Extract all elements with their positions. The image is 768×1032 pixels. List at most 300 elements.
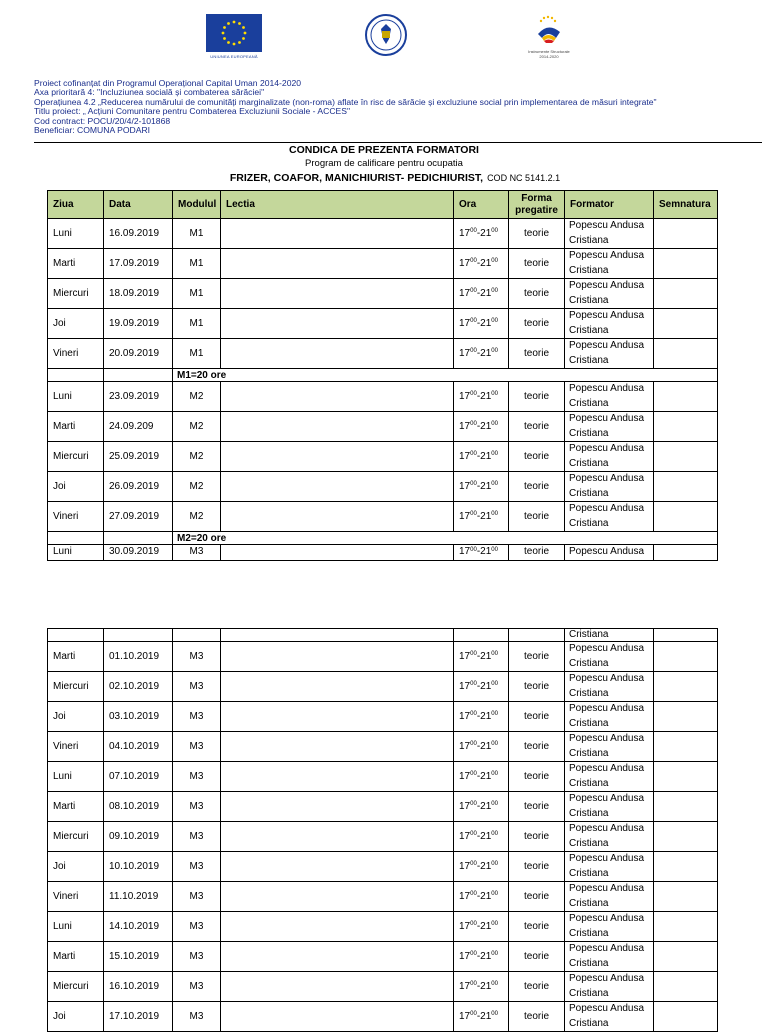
hour-separator: - [476, 288, 481, 299]
hour-separator: - [476, 801, 481, 812]
cell-trainer [565, 219, 654, 249]
cell-date: 24.09.209 [104, 412, 173, 442]
cell-day: Marti [48, 642, 104, 672]
cell-module: M3 [173, 545, 221, 561]
hour-start: 17 [459, 288, 471, 299]
cell-form: teorie [509, 852, 565, 882]
hour-separator: - [476, 391, 481, 402]
hour-end: 21 [480, 651, 492, 662]
table-row [48, 792, 718, 822]
cell-trainer [565, 1002, 654, 1032]
cell-date [104, 532, 173, 545]
trainer-name-line1: Popescu Andusa [569, 1003, 645, 1014]
hour-start: 17 [459, 511, 471, 522]
cell-date: 03.10.2019 [104, 702, 173, 732]
cell-date: 16.10.2019 [104, 972, 173, 1002]
structural-instruments-caption: Instrumente Structurale [528, 49, 570, 54]
cell-date: 04.10.2019 [104, 732, 173, 762]
cell-trainer [565, 792, 654, 822]
cell-hours [454, 642, 509, 672]
cell-module: M2 [173, 442, 221, 472]
cell-lesson [221, 642, 454, 672]
cell-module: M1 [173, 339, 221, 369]
cell-module: M2 [173, 412, 221, 442]
cell-day: Vineri [48, 502, 104, 532]
cell-signature [654, 1002, 718, 1032]
cell-day: Joi [48, 1002, 104, 1032]
cell-trainer [565, 442, 654, 472]
occupation-title [0, 172, 768, 184]
cell-date: 09.10.2019 [104, 822, 173, 852]
cell-signature [654, 219, 718, 249]
hour-start-minutes: 00 [470, 547, 477, 554]
table-row [48, 672, 718, 702]
hour-start-minutes: 00 [470, 511, 477, 517]
cell-signature [654, 339, 718, 369]
hour-end: 21 [480, 421, 492, 432]
hour-end-minutes: 00 [491, 421, 498, 427]
hour-start-minutes: 00 [470, 228, 477, 234]
hour-end: 21 [480, 288, 492, 299]
hour-end: 21 [480, 891, 492, 902]
trainer-name-line1: Popescu Andusa [569, 503, 645, 514]
hour-end: 21 [480, 481, 492, 492]
cell-signature [654, 942, 718, 972]
cell-date: 11.10.2019 [104, 882, 173, 912]
cell-hours [454, 502, 509, 532]
cell-trainer [565, 249, 654, 279]
trainer-name-line1: Popescu Andusa [569, 673, 645, 684]
structural-instruments-years: 2014-2020 [539, 54, 559, 59]
cell-day [48, 532, 104, 545]
occupation-code: COD NC 5141.2.1 [487, 173, 561, 183]
hour-separator: - [476, 891, 481, 902]
hour-end-minutes: 00 [491, 681, 498, 687]
hour-separator: - [476, 951, 481, 962]
cell-hours [454, 822, 509, 852]
cell-module: M3 [173, 672, 221, 702]
hour-separator: - [476, 451, 481, 462]
trainer-name-line2: Cristiana [569, 717, 609, 729]
cell-hours [454, 702, 509, 732]
cell-trainer [565, 279, 654, 309]
cell-form: teorie [509, 822, 565, 852]
cell-module: M3 [173, 792, 221, 822]
cell-date: 02.10.2019 [104, 672, 173, 702]
hour-start-minutes: 00 [470, 711, 477, 717]
cell-lesson [221, 942, 454, 972]
hour-start-minutes: 00 [470, 981, 477, 987]
hour-end-minutes: 00 [491, 651, 498, 657]
cell-form: teorie [509, 382, 565, 412]
trainer-name-line2: Cristiana [569, 264, 609, 276]
hour-start: 17 [459, 546, 471, 558]
structural-instruments-icon [524, 14, 574, 44]
hour-start-minutes: 00 [470, 831, 477, 837]
module-summary: M1=20 ore [173, 369, 718, 382]
cell-hours [454, 762, 509, 792]
cell-trainer [565, 732, 654, 762]
cell-module: M3 [173, 912, 221, 942]
trainer-name-line2: Cristiana [569, 354, 609, 366]
cell-signature [654, 852, 718, 882]
cell-trainer [565, 972, 654, 1002]
cell-day: Marti [48, 792, 104, 822]
cell-date [104, 369, 173, 382]
cell-hours [454, 472, 509, 502]
cell-module: M1 [173, 219, 221, 249]
hour-end: 21 [480, 391, 492, 402]
cell-hours [454, 672, 509, 702]
trainer-name-line2: Cristiana [569, 867, 609, 879]
hour-start-minutes: 00 [470, 651, 477, 657]
cell-form: teorie [509, 882, 565, 912]
trainer-name-line2: Cristiana [569, 324, 609, 336]
hour-end: 21 [480, 771, 492, 782]
cell-lesson [221, 279, 454, 309]
hour-start: 17 [459, 951, 471, 962]
cell-day: Luni [48, 219, 104, 249]
cell-form: teorie [509, 642, 565, 672]
cell-hours [454, 382, 509, 412]
table-row-continuation [48, 629, 718, 642]
cell-form: teorie [509, 762, 565, 792]
cell-day: Miercuri [48, 442, 104, 472]
cell-hours [454, 219, 509, 249]
table-row [48, 412, 718, 442]
table-row [48, 472, 718, 502]
cell-lesson [221, 219, 454, 249]
trainer-name-line1: Popescu Andusa [569, 443, 645, 454]
hour-end: 21 [480, 511, 492, 522]
cell-day [48, 369, 104, 382]
hour-start-minutes: 00 [470, 391, 477, 397]
cell-signature [654, 672, 718, 702]
cell-date: 30.09.2019 [104, 545, 173, 561]
cell-form: teorie [509, 279, 565, 309]
table-row [48, 502, 718, 532]
trainer-name-line1: Popescu Andusa [569, 943, 645, 954]
hour-end-minutes: 00 [491, 547, 498, 554]
hour-end-minutes: 00 [491, 228, 498, 234]
table-row [48, 762, 718, 792]
table-row [48, 702, 718, 732]
cell-date: 10.10.2019 [104, 852, 173, 882]
document-title: CONDICA DE PREZENTA FORMATORI [289, 144, 479, 156]
hour-end-minutes: 00 [491, 711, 498, 717]
hour-separator: - [476, 921, 481, 932]
table-row [48, 732, 718, 762]
cell-module: M3 [173, 882, 221, 912]
cell-trainer [565, 942, 654, 972]
cell-date: 07.10.2019 [104, 762, 173, 792]
hour-end-minutes: 00 [491, 861, 498, 867]
header-line: Axa prioritară 4: "Incluziunea socială și combaterea sărăciei" [34, 87, 265, 98]
cell-trainer: Cristiana [565, 629, 654, 642]
hour-separator: - [476, 511, 481, 522]
table-row [48, 442, 718, 472]
cell-trainer [565, 882, 654, 912]
cell-module: M3 [173, 642, 221, 672]
trainer-name-line1: Popescu Andusa [569, 823, 645, 834]
hour-start-minutes: 00 [470, 771, 477, 777]
cell-signature [654, 545, 718, 561]
cell-module: M3 [173, 762, 221, 792]
cell-lesson [221, 339, 454, 369]
hour-start: 17 [459, 651, 471, 662]
module-summary: M2=20 ore [173, 532, 718, 545]
cell-hours [454, 629, 509, 642]
hour-start: 17 [459, 348, 471, 359]
col-header-day: Ziua [48, 191, 104, 219]
hour-start-minutes: 00 [470, 951, 477, 957]
cell-signature [654, 762, 718, 792]
cell-module: M1 [173, 249, 221, 279]
cell-module: M2 [173, 382, 221, 412]
cell-lesson [221, 912, 454, 942]
hour-end-minutes: 00 [491, 511, 498, 517]
header-divider [34, 142, 762, 143]
hour-end: 21 [480, 318, 492, 329]
hour-end: 21 [480, 921, 492, 932]
cell-module: M3 [173, 732, 221, 762]
hour-start: 17 [459, 1011, 471, 1022]
cell-signature [654, 472, 718, 502]
cell-lesson [221, 672, 454, 702]
cell-lesson [221, 249, 454, 279]
trainer-name-line2: Cristiana [569, 294, 609, 306]
hour-end-minutes: 00 [491, 258, 498, 264]
table-row [48, 822, 718, 852]
hour-start-minutes: 00 [470, 451, 477, 457]
hour-start: 17 [459, 771, 471, 782]
hour-end-minutes: 00 [491, 288, 498, 294]
hour-separator: - [476, 981, 481, 992]
cell-trainer [565, 762, 654, 792]
eu-flag-icon [206, 14, 262, 52]
hour-end: 21 [480, 711, 492, 722]
cell-hours [454, 882, 509, 912]
cell-form: teorie [509, 1002, 565, 1032]
hour-separator: - [476, 481, 481, 492]
cell-module: M3 [173, 822, 221, 852]
cell-day: Marti [48, 412, 104, 442]
hour-end: 21 [480, 741, 492, 752]
attendance-table-page-2 [47, 628, 718, 1032]
table-row [48, 942, 718, 972]
hour-start: 17 [459, 391, 471, 402]
cell-date: 17.09.2019 [104, 249, 173, 279]
hour-separator: - [476, 861, 481, 872]
cell-form: teorie [509, 702, 565, 732]
trainer-name-line2: Cristiana [569, 657, 609, 669]
hour-separator: - [476, 651, 481, 662]
cell-form: teorie [509, 339, 565, 369]
hour-start-minutes: 00 [470, 481, 477, 487]
table-row [48, 852, 718, 882]
cell-day: Luni [48, 382, 104, 412]
cell-trainer [565, 339, 654, 369]
cell-signature [654, 442, 718, 472]
hour-separator: - [476, 421, 481, 432]
hour-start-minutes: 00 [470, 348, 477, 354]
cell-trainer [565, 472, 654, 502]
hour-end-minutes: 00 [491, 921, 498, 927]
document-subtitle: Program de calificare pentru ocupatia [305, 158, 463, 169]
cell-signature [654, 249, 718, 279]
trainer-name-line2: Cristiana [569, 837, 609, 849]
table-row [48, 882, 718, 912]
cell-signature [654, 972, 718, 1002]
hour-end: 21 [480, 451, 492, 462]
structural-instruments-logo [524, 14, 574, 60]
hour-separator: - [476, 711, 481, 722]
cell-form: teorie [509, 309, 565, 339]
cell-trainer: Popescu Andusa [565, 545, 654, 561]
header-line: Titlu proiect: „ Acțiuni Comunitare pentru Combaterea Excluziunii Sociale - ACCES" [34, 106, 351, 117]
hour-start-minutes: 00 [470, 801, 477, 807]
cell-hours [454, 852, 509, 882]
header-line: Beneficiar: COMUNA PODARI [34, 125, 151, 136]
header-line: Cod contract: POCU/20/4/2-101868 [34, 115, 171, 126]
cell-date: 20.09.2019 [104, 339, 173, 369]
cell-trainer [565, 382, 654, 412]
cell-date: 26.09.2019 [104, 472, 173, 502]
hour-end: 21 [480, 1011, 492, 1022]
col-header-date: Data [104, 191, 173, 219]
trainer-name-line1: Popescu Andusa [569, 643, 645, 654]
cell-trainer [565, 309, 654, 339]
hour-start: 17 [459, 801, 471, 812]
cell-date: 25.09.2019 [104, 442, 173, 472]
cell-form: teorie [509, 249, 565, 279]
cell-date: 18.09.2019 [104, 279, 173, 309]
trainer-name-line2: Cristiana [569, 957, 609, 969]
cell-module: M3 [173, 852, 221, 882]
cell-trainer [565, 642, 654, 672]
module-summary-row [48, 532, 718, 545]
cell-trainer [565, 412, 654, 442]
col-header-form-line2: pregatire [515, 204, 558, 216]
hour-start: 17 [459, 981, 471, 992]
cell-signature [654, 279, 718, 309]
cell-day: Miercuri [48, 672, 104, 702]
cell-module: M3 [173, 942, 221, 972]
cell-day: Vineri [48, 732, 104, 762]
trainer-name-line2: Cristiana [569, 397, 609, 409]
cell-lesson [221, 732, 454, 762]
hour-separator: - [476, 546, 481, 558]
trainer-name-line1: Popescu Andusa [569, 973, 645, 984]
hour-separator: - [476, 348, 481, 359]
cell-day: Luni [48, 545, 104, 561]
hour-end-minutes: 00 [491, 891, 498, 897]
cell-hours [454, 249, 509, 279]
col-header-form [509, 191, 565, 219]
cell-day: Marti [48, 249, 104, 279]
trainer-name-line2: Cristiana [569, 897, 609, 909]
cell-form: teorie [509, 672, 565, 702]
cell-hours [454, 792, 509, 822]
header-line: Proiect cofinanțat din Programul Operațional Capital Uman 2014-2020 [34, 78, 302, 88]
hour-start-minutes: 00 [470, 318, 477, 324]
hour-separator: - [476, 741, 481, 752]
hour-separator: - [476, 258, 481, 269]
trainer-name-line1: Popescu Andusa [569, 250, 645, 261]
trainer-name-line2: Cristiana [569, 777, 609, 789]
table-row [48, 972, 718, 1002]
col-header-trainer: Formator [565, 191, 654, 219]
cell-day: Miercuri [48, 972, 104, 1002]
cell-signature [654, 702, 718, 732]
project-header [34, 79, 754, 135]
cell-hours [454, 942, 509, 972]
cell-lesson [221, 472, 454, 502]
cell-module: M3 [173, 1002, 221, 1032]
hour-start-minutes: 00 [470, 681, 477, 687]
hour-end: 21 [480, 981, 492, 992]
hour-separator: - [476, 831, 481, 842]
eu-logo [206, 14, 262, 60]
cell-lesson [221, 412, 454, 442]
cell-day: Miercuri [48, 279, 104, 309]
cell-day: Joi [48, 309, 104, 339]
hour-start: 17 [459, 258, 471, 269]
cell-form: teorie [509, 442, 565, 472]
cell-lesson [221, 1002, 454, 1032]
cell-signature [654, 822, 718, 852]
cell-form: teorie [509, 942, 565, 972]
cell-lesson [221, 702, 454, 732]
cell-module: M3 [173, 972, 221, 1002]
hour-start: 17 [459, 711, 471, 722]
hour-start: 17 [459, 318, 471, 329]
cell-day: Joi [48, 472, 104, 502]
trainer-name-line1: Popescu Andusa [569, 220, 645, 231]
occupation-name: FRIZER, COAFOR, MANICHIURIST- PEDICHIURIST, [229, 172, 484, 184]
hour-start-minutes: 00 [470, 891, 477, 897]
cell-module: M1 [173, 279, 221, 309]
cell-hours [454, 1002, 509, 1032]
table-row [48, 912, 718, 942]
cell-signature [654, 412, 718, 442]
hour-separator: - [476, 681, 481, 692]
trainer-name-line1: Popescu Andusa [569, 383, 645, 394]
trainer-name-line2: Cristiana [569, 687, 609, 699]
cell-day: Joi [48, 852, 104, 882]
cell-lesson [221, 442, 454, 472]
hour-start: 17 [459, 921, 471, 932]
trainer-name-line1: Popescu Andusa [569, 340, 645, 351]
table-row [48, 382, 718, 412]
cell-form: teorie [509, 972, 565, 1002]
cell-form: teorie [509, 219, 565, 249]
hour-end: 21 [480, 951, 492, 962]
hour-end-minutes: 00 [491, 801, 498, 807]
cell-form: teorie [509, 545, 565, 561]
cell-signature [654, 309, 718, 339]
table-header-row [48, 191, 718, 219]
trainer-name-line1: Popescu Andusa [569, 883, 645, 894]
hour-start-minutes: 00 [470, 288, 477, 294]
trainer-name-line1: Popescu Andusa [569, 763, 645, 774]
hour-end: 21 [480, 258, 492, 269]
cell-hours [454, 412, 509, 442]
cell-day: Miercuri [48, 822, 104, 852]
trainer-name-line1: Popescu Andusa [569, 473, 645, 484]
cell-hours [454, 912, 509, 942]
cell-trainer [565, 502, 654, 532]
